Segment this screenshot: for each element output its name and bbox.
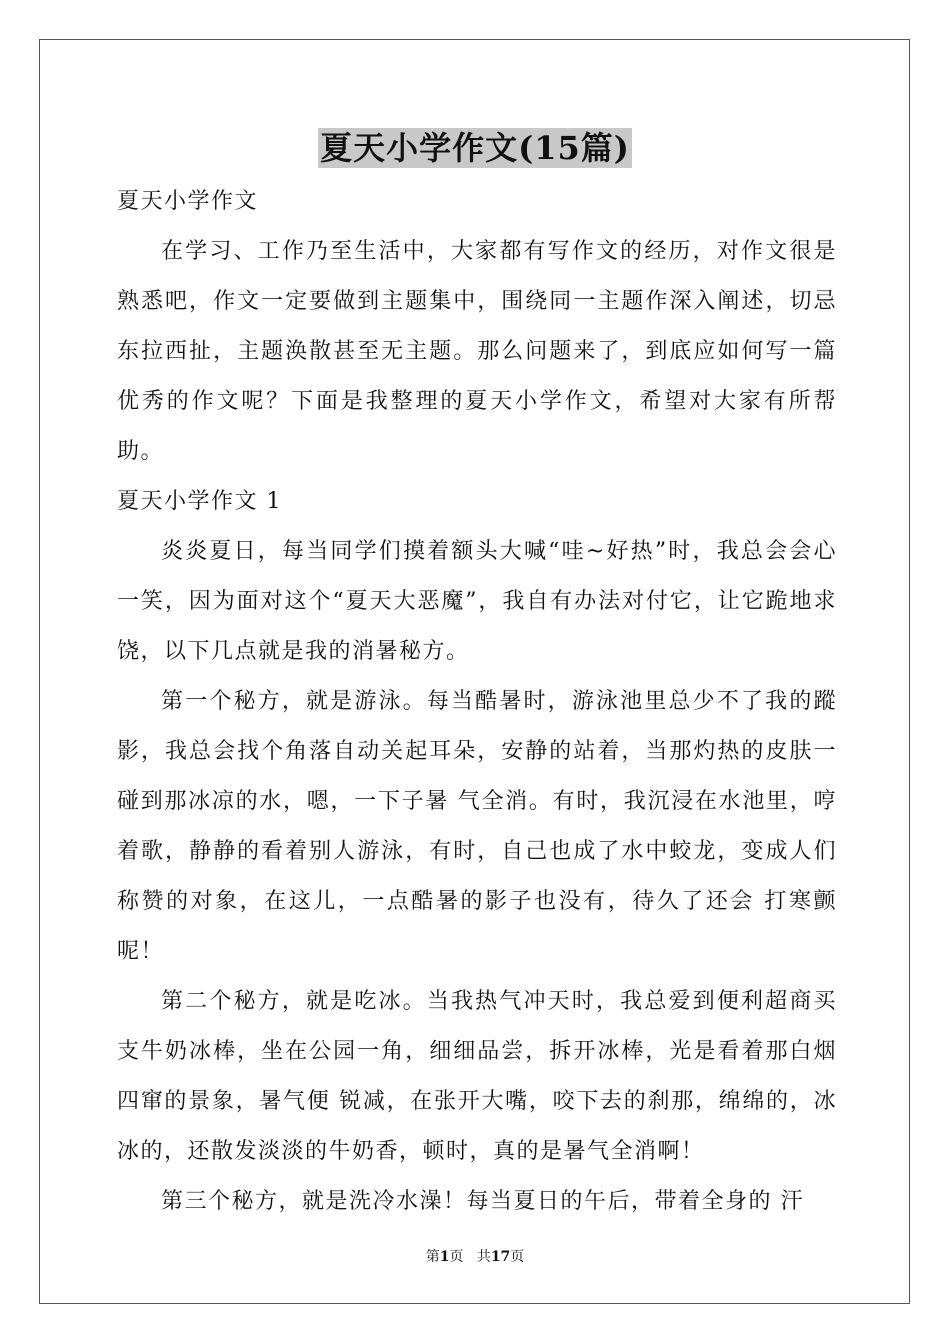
total-page-number: 17: [490, 1249, 511, 1265]
document-title: 夏天小学作文(15篇): [320, 129, 630, 167]
intro-paragraph: 在学习、工作乃至生活中，大家都有写作文的经历，对作文很是熟悉吧，作文一定要做到主题集中，围绕同一主题作深入阐述，切忌东拉西扯，主题涣散甚至无主题。那么问题来了，到底应如何写一篇优秀的作文呢？下面是我整理的夏天小学作文，希望对大家有所帮助。: [117, 239, 837, 464]
document-body: [117, 177, 837, 1227]
body-paragraph: 第三个秘方，就是洗冷水澡！每当夏日的午后，带着全身的 汗: [161, 1189, 804, 1214]
title-container: [0, 128, 950, 168]
section-heading: 夏天小学作文: [117, 189, 259, 214]
body-paragraph: 第一个秘方，就是游泳。每当酷暑时，游泳池里总少不了我的蹤影，我总会找个角落自动关起耳朵，安静的站着，当那灼热的皮肤一碰到那冰凉的水，嗯，一下子暑 气全消。有时，我沉浸在水池里，哼着歌，静静的看着别人游泳，有时，自己也成了水中蛟龙，变成人们称赞的对象，在这儿，一点酷暑的影子也没有，待久了还会 打寒颤呢！: [117, 689, 837, 964]
page-footer: [0, 1248, 950, 1266]
footer-prefix: 第: [425, 1249, 440, 1265]
body-paragraph: 第二个秘方，就是吃冰。当我热气冲天时，我总爱到便利超商买支牛奶冰棒，坐在公园一角，细细品尝，拆开冰棒，光是看着那白烟四窜的景象，暑气便 锐减，在张开大嘴，咬下去的刹那，绵绵的，冰冰的，还散发淡淡的牛奶香，顿时，真的是暑气全消啊！: [117, 989, 837, 1164]
current-page-number: 1: [439, 1249, 450, 1265]
essay-heading: 夏天小学作文 1: [117, 489, 282, 514]
body-paragraph: 炎炎夏日，每当同学们摸着额头大喊“哇~好热”时，我总会会心一笑，因为面对这个“夏天大恶魔”，我自有办法对付它，让它跪地求饶，以下几点就是我的消暑秘方。: [117, 539, 837, 664]
footer-total-suffix: 页: [510, 1249, 525, 1265]
footer-page-suffix: 页: [449, 1249, 464, 1265]
footer-total-prefix: 共: [476, 1249, 491, 1265]
